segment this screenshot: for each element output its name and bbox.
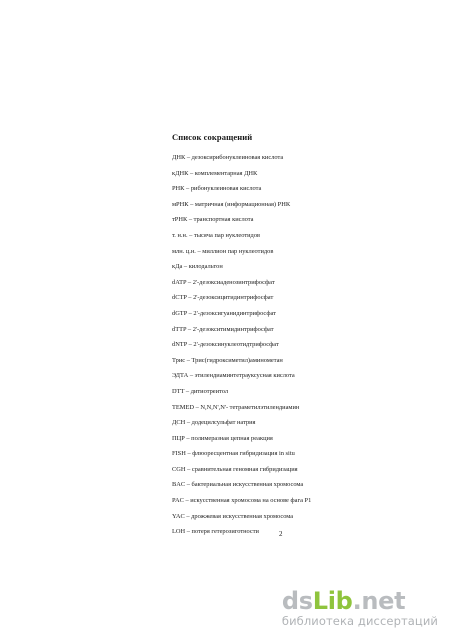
abbreviation-entry: CGH – сравнительная геномная гибридизация xyxy=(172,465,298,473)
abbreviation-entry: тРНК – транспортная кислота xyxy=(172,216,254,224)
abbreviation-entry: dGTP – 2'-дезоксигуанидинтрифосфат xyxy=(172,309,276,317)
abbreviation-entry: ПЦР – полимеразная цепная реакция xyxy=(172,434,273,442)
watermark-logo-part: Lib xyxy=(312,587,353,615)
abbreviation-entry: LOH – потеря гетерозиготности xyxy=(172,528,259,536)
abbreviation-entry: TEMED – N,N,N',N'- тетраметилэтилендиамин xyxy=(172,403,300,411)
abbreviation-entry: BAC – бактериальная искусственная хромосома xyxy=(172,481,304,489)
abbreviation-entry: YAC – дрожжевая искусственная хромосома xyxy=(172,512,294,520)
watermark-tagline: библиотека диссертаций xyxy=(281,614,438,628)
watermark-logo-part: ds xyxy=(281,587,313,615)
abbreviation-entry: кДа – килодальтон xyxy=(172,263,223,271)
abbreviation-entry: млн. ц.н. – миллион пар нуклеотидов xyxy=(172,247,274,255)
abbreviation-entry: FISH – флюоресцентная гибридизация in situ xyxy=(172,450,295,458)
abbreviation-entry: т. н.н. – тысяча пар нуклеотидов xyxy=(172,231,261,239)
abbreviation-entry: DTT – дитиотреитол xyxy=(172,387,229,395)
abbreviation-entry: мРНК – матричная (информационная) РНК xyxy=(172,200,291,208)
abbreviation-entry: dNTP – 2'-дезоксинуклеотидтрифосфат xyxy=(172,341,279,349)
abbreviation-entry: кДНК – комплементарная ДНК xyxy=(172,169,258,177)
abbreviation-entry: Трис – Трис(гидроксиметил)аминометан xyxy=(172,356,283,364)
abbreviation-entry: ДНК – дезоксирибонуклеиновая кислота xyxy=(172,154,284,161)
watermark-logo xyxy=(282,589,438,613)
abbreviation-entry: ДСН – додецилсульфат натрия xyxy=(172,419,256,427)
abbreviation-entry: ЭДТА – этилендиаминтетрауксусная кислота xyxy=(172,372,295,380)
page-number: 2 xyxy=(279,530,283,538)
watermark xyxy=(282,589,438,628)
watermark-logo-part: .net xyxy=(352,587,406,615)
abbreviation-list xyxy=(172,153,311,543)
abbreviation-entry: dTTP – 2'-дезокситимидинтрифосфат xyxy=(172,325,274,333)
abbreviation-entry: РНК – рибонуклеиновая кислота xyxy=(172,185,262,193)
abbreviation-entry: PAC – искусственная хромосома на основе фага P1 xyxy=(172,497,312,505)
abbreviation-entry: dATP – 2'-дезоксиаденозинтрифосфат xyxy=(172,278,275,286)
abbreviation-entry: dCTP – 2'-дезоксицитидинтрифосфат xyxy=(172,294,274,302)
page-title: Список сокращений xyxy=(172,132,253,142)
